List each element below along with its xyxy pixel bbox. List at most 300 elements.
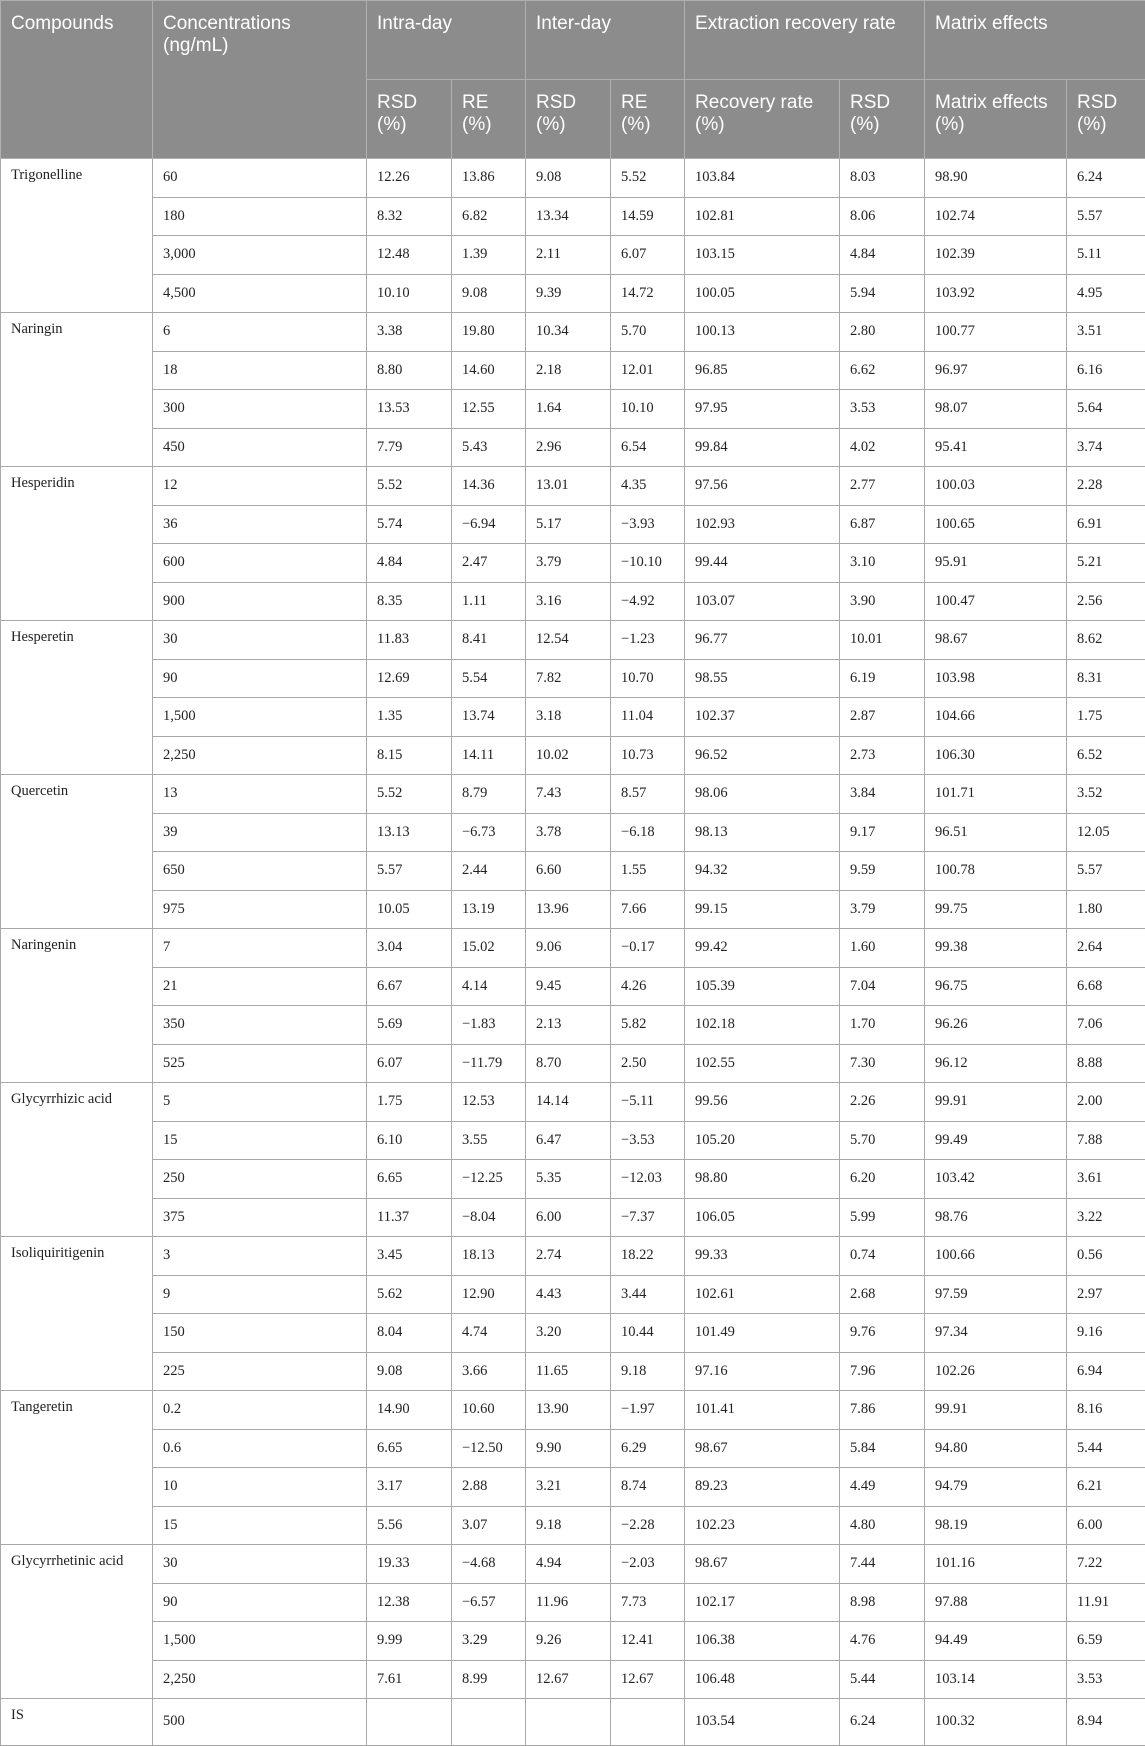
matrix-effect-cell: 100.47 (925, 582, 1067, 621)
inter-rsd-cell: 6.00 (526, 1198, 611, 1237)
matrix-effect-cell: 102.26 (925, 1352, 1067, 1391)
concentration-cell: 10 (153, 1468, 367, 1507)
concentration-cell: 36 (153, 505, 367, 544)
concentration-cell: 4,500 (153, 274, 367, 313)
matrix-effect-cell: 96.97 (925, 351, 1067, 390)
inter-re-cell: 9.18 (611, 1352, 685, 1391)
intra-rsd-cell: 5.74 (367, 505, 452, 544)
recovery-rsd-cell: 5.99 (840, 1198, 925, 1237)
recovery-rate-cell: 98.67 (685, 1545, 840, 1584)
inter-rsd-cell: 11.65 (526, 1352, 611, 1391)
recovery-rsd-cell: 8.03 (840, 159, 925, 198)
recovery-rsd-cell: 4.84 (840, 236, 925, 275)
intra-rsd-cell: 8.80 (367, 351, 452, 390)
intra-rsd-cell: 11.37 (367, 1198, 452, 1237)
recovery-rsd-cell: 2.73 (840, 736, 925, 775)
intra-rsd-cell: 6.07 (367, 1044, 452, 1083)
table-row (1, 1275, 1145, 1314)
matrix-rsd-cell: 6.91 (1067, 505, 1145, 544)
recovery-rate-cell: 103.54 (685, 1699, 840, 1746)
table-row (1, 236, 1145, 275)
inter-re-cell: −4.92 (611, 582, 685, 621)
recovery-rsd-cell: 3.90 (840, 582, 925, 621)
matrix-rsd-cell: 7.06 (1067, 1006, 1145, 1045)
recovery-rsd-cell: 5.94 (840, 274, 925, 313)
matrix-effect-cell: 103.98 (925, 659, 1067, 698)
matrix-rsd-cell: 0.56 (1067, 1237, 1145, 1276)
concentration-cell: 5 (153, 1083, 367, 1122)
header-matrix-effects-pct: Matrix effects (%) (925, 80, 1067, 159)
intra-re-cell: −12.25 (452, 1160, 526, 1199)
concentration-cell: 15 (153, 1506, 367, 1545)
intra-rsd-cell: 8.32 (367, 197, 452, 236)
header-extraction-recovery: Extraction recovery rate (685, 1, 925, 80)
intra-re-cell: 12.55 (452, 390, 526, 429)
recovery-rate-cell: 99.44 (685, 544, 840, 583)
header-intra-rsd: RSD (%) (367, 80, 452, 159)
recovery-rate-cell: 106.38 (685, 1622, 840, 1661)
inter-rsd-cell: 3.79 (526, 544, 611, 583)
intra-re-cell: −12.50 (452, 1429, 526, 1468)
inter-rsd-cell: 9.90 (526, 1429, 611, 1468)
inter-re-cell: 14.72 (611, 274, 685, 313)
inter-re-cell: 4.35 (611, 467, 685, 506)
intra-rsd-cell: 7.61 (367, 1660, 452, 1699)
concentration-cell: 2,250 (153, 1660, 367, 1699)
concentration-cell: 7 (153, 929, 367, 968)
matrix-effect-cell: 102.39 (925, 236, 1067, 275)
header-compounds: Compounds (1, 1, 153, 159)
table-row (1, 351, 1145, 390)
matrix-rsd-cell: 6.21 (1067, 1468, 1145, 1507)
table-row (1, 313, 1145, 352)
matrix-rsd-cell: 8.31 (1067, 659, 1145, 698)
concentration-cell: 0.6 (153, 1429, 367, 1468)
matrix-rsd-cell: 5.44 (1067, 1429, 1145, 1468)
concentration-cell: 6 (153, 313, 367, 352)
recovery-rate-cell: 103.15 (685, 236, 840, 275)
inter-rsd-cell: 7.82 (526, 659, 611, 698)
matrix-rsd-cell: 6.68 (1067, 967, 1145, 1006)
recovery-rsd-cell: 6.62 (840, 351, 925, 390)
matrix-effect-cell: 96.75 (925, 967, 1067, 1006)
intra-rsd-cell: 13.53 (367, 390, 452, 429)
compound-name-cell: Quercetin (1, 775, 153, 929)
inter-re-cell: 8.57 (611, 775, 685, 814)
intra-rsd-cell: 5.52 (367, 775, 452, 814)
compound-name-cell: Hesperidin (1, 467, 153, 621)
intra-rsd-cell: 8.15 (367, 736, 452, 775)
inter-re-cell: −3.53 (611, 1121, 685, 1160)
recovery-rsd-cell: 0.74 (840, 1237, 925, 1276)
table-row (1, 1121, 1145, 1160)
matrix-effect-cell: 99.49 (925, 1121, 1067, 1160)
inter-re-cell: −2.28 (611, 1506, 685, 1545)
matrix-rsd-cell: 4.95 (1067, 274, 1145, 313)
table-row (1, 967, 1145, 1006)
intra-re-cell: −6.73 (452, 813, 526, 852)
table-row (1, 1545, 1145, 1584)
concentration-cell: 1,500 (153, 1622, 367, 1661)
compound-name-cell: Hesperetin (1, 621, 153, 775)
table-row (1, 544, 1145, 583)
table-row (1, 1429, 1145, 1468)
recovery-rsd-cell: 6.87 (840, 505, 925, 544)
concentration-cell: 500 (153, 1699, 367, 1746)
matrix-effect-cell: 99.75 (925, 890, 1067, 929)
compound-name-cell: Trigonelline (1, 159, 153, 313)
intra-rsd-cell: 19.33 (367, 1545, 452, 1584)
intra-rsd-cell: 1.35 (367, 698, 452, 737)
intra-re-cell: −11.79 (452, 1044, 526, 1083)
intra-re-cell: 13.86 (452, 159, 526, 198)
table-row (1, 505, 1145, 544)
inter-rsd-cell: 2.74 (526, 1237, 611, 1276)
matrix-rsd-cell: 6.16 (1067, 351, 1145, 390)
recovery-rsd-cell: 6.20 (840, 1160, 925, 1199)
intra-rsd-cell: 5.69 (367, 1006, 452, 1045)
recovery-rate-cell: 98.80 (685, 1160, 840, 1199)
table-row (1, 1583, 1145, 1622)
recovery-rate-cell: 99.42 (685, 929, 840, 968)
inter-rsd-cell: 12.67 (526, 1660, 611, 1699)
inter-rsd-cell: 10.02 (526, 736, 611, 775)
table-row (1, 813, 1145, 852)
table-row (1, 775, 1145, 814)
recovery-rsd-cell: 7.86 (840, 1391, 925, 1430)
intra-re-cell: 2.47 (452, 544, 526, 583)
inter-rsd-cell: 9.39 (526, 274, 611, 313)
inter-rsd-cell: 5.35 (526, 1160, 611, 1199)
recovery-rate-cell: 99.84 (685, 428, 840, 467)
compound-name-cell: IS (1, 1699, 153, 1746)
intra-re-cell: 19.80 (452, 313, 526, 352)
intra-re-cell (452, 1699, 526, 1746)
concentration-cell: 3,000 (153, 236, 367, 275)
recovery-rsd-cell: 2.87 (840, 698, 925, 737)
matrix-rsd-cell: 6.52 (1067, 736, 1145, 775)
concentration-cell: 180 (153, 197, 367, 236)
concentration-cell: 90 (153, 659, 367, 698)
recovery-rsd-cell: 8.98 (840, 1583, 925, 1622)
inter-rsd-cell: 9.45 (526, 967, 611, 1006)
intra-rsd-cell: 6.10 (367, 1121, 452, 1160)
inter-rsd-cell: 3.20 (526, 1314, 611, 1353)
table-row (1, 274, 1145, 313)
concentration-cell: 375 (153, 1198, 367, 1237)
inter-rsd-cell: 9.08 (526, 159, 611, 198)
intra-rsd-cell: 7.79 (367, 428, 452, 467)
concentration-cell: 2,250 (153, 736, 367, 775)
recovery-rsd-cell: 3.84 (840, 775, 925, 814)
matrix-effect-cell: 99.38 (925, 929, 1067, 968)
intra-re-cell: 1.39 (452, 236, 526, 275)
matrix-rsd-cell: 1.75 (1067, 698, 1145, 737)
inter-rsd-cell: 3.16 (526, 582, 611, 621)
header-inter-day: Inter-day (526, 1, 685, 80)
intra-rsd-cell: 9.08 (367, 1352, 452, 1391)
matrix-rsd-cell: 2.97 (1067, 1275, 1145, 1314)
concentration-cell: 250 (153, 1160, 367, 1199)
table-row (1, 659, 1145, 698)
matrix-effect-cell: 98.07 (925, 390, 1067, 429)
intra-rsd-cell: 3.04 (367, 929, 452, 968)
table-row (1, 1391, 1145, 1430)
recovery-rsd-cell: 2.80 (840, 313, 925, 352)
header-recovery-rate: Recovery rate (%) (685, 80, 840, 159)
intra-rsd-cell: 5.52 (367, 467, 452, 506)
matrix-rsd-cell: 2.28 (1067, 467, 1145, 506)
matrix-effect-cell: 102.74 (925, 197, 1067, 236)
concentration-cell: 900 (153, 582, 367, 621)
table-row (1, 1506, 1145, 1545)
concentration-cell: 30 (153, 621, 367, 660)
concentration-cell: 90 (153, 1583, 367, 1622)
intra-rsd-cell: 14.90 (367, 1391, 452, 1430)
intra-rsd-cell: 5.57 (367, 852, 452, 891)
matrix-rsd-cell: 6.00 (1067, 1506, 1145, 1545)
intra-re-cell: 3.07 (452, 1506, 526, 1545)
recovery-rate-cell: 102.81 (685, 197, 840, 236)
matrix-effect-cell: 100.03 (925, 467, 1067, 506)
recovery-rsd-cell: 1.70 (840, 1006, 925, 1045)
concentration-cell: 525 (153, 1044, 367, 1083)
table-row (1, 1468, 1145, 1507)
intra-rsd-cell: 4.84 (367, 544, 452, 583)
intra-re-cell: 18.13 (452, 1237, 526, 1276)
matrix-effect-cell: 98.90 (925, 159, 1067, 198)
inter-re-cell: 12.67 (611, 1660, 685, 1699)
intra-re-cell: 5.54 (452, 659, 526, 698)
compound-name-cell: Naringin (1, 313, 153, 467)
table-row (1, 1352, 1145, 1391)
recovery-rate-cell: 89.23 (685, 1468, 840, 1507)
recovery-rsd-cell: 9.76 (840, 1314, 925, 1353)
table-row (1, 428, 1145, 467)
inter-re-cell: 5.82 (611, 1006, 685, 1045)
inter-re-cell: −5.11 (611, 1083, 685, 1122)
matrix-rsd-cell: 5.57 (1067, 852, 1145, 891)
inter-re-cell: −1.23 (611, 621, 685, 660)
recovery-rate-cell: 98.06 (685, 775, 840, 814)
concentration-cell: 1,500 (153, 698, 367, 737)
inter-re-cell: 6.54 (611, 428, 685, 467)
inter-rsd-cell: 13.01 (526, 467, 611, 506)
concentration-cell: 3 (153, 1237, 367, 1276)
intra-re-cell: 14.60 (452, 351, 526, 390)
intra-rsd-cell: 9.99 (367, 1622, 452, 1661)
intra-rsd-cell: 5.62 (367, 1275, 452, 1314)
compound-name-cell: Glycyrrhetinic acid (1, 1545, 153, 1699)
matrix-rsd-cell: 12.05 (1067, 813, 1145, 852)
matrix-effect-cell: 96.26 (925, 1006, 1067, 1045)
header-concentrations: Concentrations (ng/mL) (153, 1, 367, 159)
intra-rsd-cell: 1.75 (367, 1083, 452, 1122)
matrix-rsd-cell: 2.00 (1067, 1083, 1145, 1122)
table-row (1, 1622, 1145, 1661)
matrix-effect-cell: 101.16 (925, 1545, 1067, 1584)
recovery-rsd-cell: 10.01 (840, 621, 925, 660)
inter-re-cell: 14.59 (611, 197, 685, 236)
inter-rsd-cell: 9.26 (526, 1622, 611, 1661)
matrix-rsd-cell: 11.91 (1067, 1583, 1145, 1622)
inter-re-cell: 10.10 (611, 390, 685, 429)
recovery-rate-cell: 96.52 (685, 736, 840, 775)
intra-rsd-cell: 6.65 (367, 1160, 452, 1199)
matrix-rsd-cell: 6.94 (1067, 1352, 1145, 1391)
table-row (1, 890, 1145, 929)
table-row (1, 390, 1145, 429)
inter-re-cell: 6.07 (611, 236, 685, 275)
recovery-rsd-cell: 6.24 (840, 1699, 925, 1746)
concentration-cell: 650 (153, 852, 367, 891)
recovery-rate-cell: 98.55 (685, 659, 840, 698)
recovery-rate-cell: 97.95 (685, 390, 840, 429)
recovery-rate-cell: 103.07 (685, 582, 840, 621)
matrix-effect-cell: 95.41 (925, 428, 1067, 467)
inter-re-cell: 3.44 (611, 1275, 685, 1314)
matrix-effect-cell: 94.79 (925, 1468, 1067, 1507)
table-row (1, 582, 1145, 621)
matrix-effect-cell: 99.91 (925, 1391, 1067, 1430)
matrix-rsd-cell: 5.21 (1067, 544, 1145, 583)
recovery-rsd-cell: 8.06 (840, 197, 925, 236)
intra-rsd-cell: 12.26 (367, 159, 452, 198)
intra-re-cell: 3.55 (452, 1121, 526, 1160)
table-row (1, 736, 1145, 775)
concentration-cell: 39 (153, 813, 367, 852)
intra-re-cell: 9.08 (452, 274, 526, 313)
table-header (1, 1, 1145, 159)
recovery-rsd-cell: 9.17 (840, 813, 925, 852)
recovery-rate-cell: 102.37 (685, 698, 840, 737)
matrix-effect-cell: 101.71 (925, 775, 1067, 814)
matrix-effect-cell: 100.65 (925, 505, 1067, 544)
inter-re-cell (611, 1699, 685, 1746)
matrix-rsd-cell: 8.16 (1067, 1391, 1145, 1430)
inter-rsd-cell: 3.18 (526, 698, 611, 737)
intra-re-cell: 10.60 (452, 1391, 526, 1430)
matrix-effect-cell: 103.42 (925, 1160, 1067, 1199)
table-row (1, 698, 1145, 737)
recovery-rsd-cell: 4.49 (840, 1468, 925, 1507)
header-intra-re: RE (%) (452, 80, 526, 159)
intra-re-cell: 14.11 (452, 736, 526, 775)
matrix-effect-cell: 97.88 (925, 1583, 1067, 1622)
table-row (1, 1160, 1145, 1199)
recovery-rsd-cell: 6.19 (840, 659, 925, 698)
compound-name-cell: Tangeretin (1, 1391, 153, 1545)
header-matrix-rsd: RSD (%) (1067, 80, 1145, 159)
inter-rsd-cell: 10.34 (526, 313, 611, 352)
recovery-rsd-cell: 5.44 (840, 1660, 925, 1699)
intra-re-cell: 4.74 (452, 1314, 526, 1353)
inter-rsd-cell: 8.70 (526, 1044, 611, 1083)
inter-rsd-cell: 11.96 (526, 1583, 611, 1622)
intra-rsd-cell: 8.04 (367, 1314, 452, 1353)
recovery-rate-cell: 96.85 (685, 351, 840, 390)
recovery-rate-cell: 102.93 (685, 505, 840, 544)
intra-re-cell: −6.57 (452, 1583, 526, 1622)
intra-re-cell: 2.44 (452, 852, 526, 891)
intra-re-cell: 8.99 (452, 1660, 526, 1699)
matrix-rsd-cell: 9.16 (1067, 1314, 1145, 1353)
matrix-rsd-cell: 2.56 (1067, 582, 1145, 621)
matrix-rsd-cell: 3.22 (1067, 1198, 1145, 1237)
inter-rsd-cell: 7.43 (526, 775, 611, 814)
recovery-rate-cell: 99.33 (685, 1237, 840, 1276)
inter-rsd-cell: 6.47 (526, 1121, 611, 1160)
compound-name-cell: Naringenin (1, 929, 153, 1083)
intra-re-cell: 4.14 (452, 967, 526, 1006)
matrix-effect-cell: 97.59 (925, 1275, 1067, 1314)
inter-re-cell: 12.01 (611, 351, 685, 390)
inter-re-cell: 6.29 (611, 1429, 685, 1468)
inter-rsd-cell: 6.60 (526, 852, 611, 891)
concentration-cell: 9 (153, 1275, 367, 1314)
matrix-effect-cell: 98.19 (925, 1506, 1067, 1545)
intra-re-cell: 5.43 (452, 428, 526, 467)
recovery-rate-cell: 102.61 (685, 1275, 840, 1314)
inter-re-cell: 10.73 (611, 736, 685, 775)
intra-rsd-cell: 12.69 (367, 659, 452, 698)
header-matrix-effects: Matrix effects (925, 1, 1145, 80)
recovery-rate-cell: 98.67 (685, 1429, 840, 1468)
inter-re-cell: −7.37 (611, 1198, 685, 1237)
inter-re-cell: 7.66 (611, 890, 685, 929)
matrix-rsd-cell: 6.24 (1067, 159, 1145, 198)
recovery-rate-cell: 106.05 (685, 1198, 840, 1237)
intra-re-cell: 8.41 (452, 621, 526, 660)
recovery-rsd-cell: 4.02 (840, 428, 925, 467)
intra-re-cell: 3.66 (452, 1352, 526, 1391)
matrix-effect-cell: 103.14 (925, 1660, 1067, 1699)
concentration-cell: 225 (153, 1352, 367, 1391)
inter-re-cell: −2.03 (611, 1545, 685, 1584)
intra-re-cell: −6.94 (452, 505, 526, 544)
table-row (1, 159, 1145, 198)
header-intra-day: Intra-day (367, 1, 526, 80)
intra-re-cell: 2.88 (452, 1468, 526, 1507)
intra-re-cell: 13.19 (452, 890, 526, 929)
table-row (1, 1006, 1145, 1045)
matrix-rsd-cell: 3.52 (1067, 775, 1145, 814)
matrix-effect-cell: 100.32 (925, 1699, 1067, 1746)
intra-re-cell: −8.04 (452, 1198, 526, 1237)
inter-re-cell: −0.17 (611, 929, 685, 968)
table-row (1, 1314, 1145, 1353)
matrix-rsd-cell: 5.57 (1067, 197, 1145, 236)
recovery-rsd-cell: 2.68 (840, 1275, 925, 1314)
concentration-cell: 350 (153, 1006, 367, 1045)
matrix-rsd-cell: 6.59 (1067, 1622, 1145, 1661)
inter-rsd-cell: 5.17 (526, 505, 611, 544)
intra-re-cell: 8.79 (452, 775, 526, 814)
matrix-effect-cell: 96.12 (925, 1044, 1067, 1083)
inter-rsd-cell: 14.14 (526, 1083, 611, 1122)
matrix-rsd-cell: 8.94 (1067, 1699, 1145, 1746)
inter-re-cell: −10.10 (611, 544, 685, 583)
recovery-rate-cell: 106.48 (685, 1660, 840, 1699)
intra-re-cell: −4.68 (452, 1545, 526, 1584)
matrix-effect-cell: 104.66 (925, 698, 1067, 737)
recovery-rate-cell: 102.23 (685, 1506, 840, 1545)
matrix-rsd-cell: 3.61 (1067, 1160, 1145, 1199)
concentration-cell: 60 (153, 159, 367, 198)
intra-rsd-cell: 12.48 (367, 236, 452, 275)
inter-re-cell: 2.50 (611, 1044, 685, 1083)
inter-re-cell: 5.52 (611, 159, 685, 198)
